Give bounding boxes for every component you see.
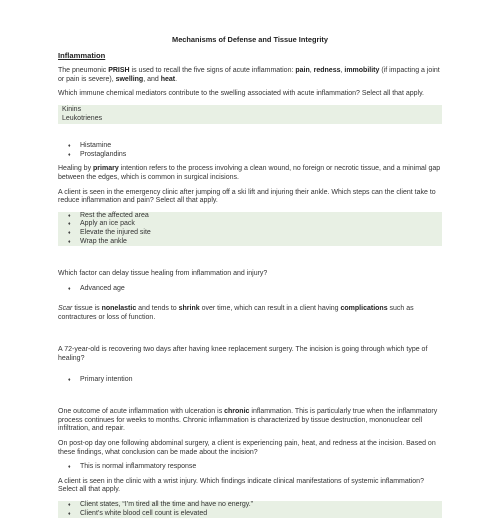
answer-list-delay-healing [58,285,442,294]
diamond-bullet-icon: ♦ [68,229,71,236]
box-item: Kinins [62,105,82,113]
list-item: ♦ Prostaglandins [68,150,127,158]
answer-list-post-op [58,463,442,472]
diamond-bullet-icon: ♦ [68,376,71,383]
highlighted-answer-box [58,105,442,124]
scar-tissue-paragraph: Scar tissue is nonelastic and tends to shrink over time, which can result in a client having complications such as contractures or loss of function. [58,305,414,321]
answer-list-knee-replacement [58,376,442,385]
question-delay-healing: Which factor can delay tissue healing from inflammation and injury? [58,270,268,278]
diamond-bullet-icon: ♦ [68,151,71,158]
list-item: ♦ Client states, “I’m tired all the time and have no energy.” [58,501,442,510]
section-heading-inflammation: Inflammation [58,50,106,60]
prish-paragraph: The pneumonic PRISH is used to recall the five signs of acute inflammation: pain, redness, immobility (if impacting a joint or pain is severe), swelling, and heat. [58,67,440,83]
list-item: ♦ Elevate the injured site [58,229,442,238]
primary-intention-paragraph: Healing by primary intention refers to the process involving a clean wound, no foreign or necrotic tissue, and a minimal gap between the edges, which is common in surgical incisions. [58,165,441,181]
list-item: ♦ This is normal inflammatory response [68,463,197,471]
list-item: ♦ Histamine [68,142,112,150]
list-item: ♦ Client’s white blood cell count is elevated [58,510,442,519]
list-item: ♦ Apply an ice pack [58,220,442,229]
question-knee-replacement: A 72-year-old is recovering two days after having knee replacement surgery. The incision is going through which type of healing? [58,346,428,363]
list-item: ♦ Wrap the ankle [58,238,442,247]
list-item: ♦ Primary intention [68,375,133,383]
answer-list-ski-injury [58,212,442,246]
diamond-bullet-icon: ♦ [68,221,71,228]
diamond-bullet-icon: ♦ [68,464,71,471]
box-item: Leukotrienes [62,114,103,122]
answer-list-mediators [58,142,442,159]
document-title: Mechanisms of Defense and Tissue Integrity [172,35,328,44]
document-body [58,36,442,524]
diamond-bullet-icon: ♦ [68,285,71,292]
diamond-bullet-icon: ♦ [68,238,71,245]
diamond-bullet-icon: ♦ [68,212,71,219]
question-post-op: On post-op day one following abdominal surgery, a client is experiencing pain, heat, and redness at the incision. Based on these findings, what conclusion can be made about the incision? [58,440,436,456]
answer-list-wrist-injury [58,501,442,518]
question-wrist-injury: A client is seen in the clinic with a wrist injury. Which findings indicate clinical manifestations of systemic inflammation? Select all that apply. [58,477,424,494]
chronic-inflammation-paragraph: One outcome of acute inflammation with ulceration is chronic inflammation. This is particularly true when the inflammatory process continues for weeks to months. Chronic inflammation is characterized by tissue destruction, mononuclear cell infiltration, and repair. [58,408,438,433]
question-mediators: Which immune chemical mediators contribute to the swelling associated with acute inflammation? Select all that apply. [58,90,424,98]
diamond-bullet-icon: ♦ [68,510,71,517]
diamond-bullet-icon: ♦ [68,143,71,150]
question-ski-injury: A client is seen in the emergency clinic after jumping off a ski lift and injuring their ankle. Which steps can the client take to reduce inflammation and pain? Select all that apply. [58,188,436,205]
list-item: ♦ Advanced age [68,284,125,292]
diamond-bullet-icon: ♦ [68,502,71,508]
list-item: ♦ Rest the affected area [58,212,442,221]
